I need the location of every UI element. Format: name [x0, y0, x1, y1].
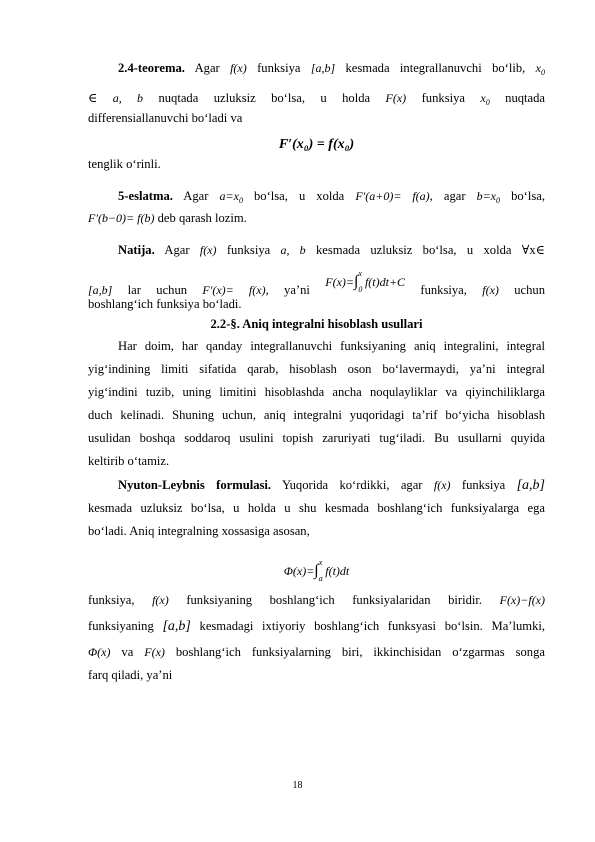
- math-x0: $x_0$: [535, 61, 545, 77]
- math-a-eq-x0: $a=x_0$: [219, 189, 243, 205]
- text: funksiya,: [420, 283, 467, 297]
- remark-heading: 5-eslatma.: [118, 189, 173, 203]
- theorem-line-3: [88, 110, 545, 126]
- math-Fprime-b: F′(b−0)= f(b): [88, 211, 155, 225]
- corollary-line-3: [88, 296, 545, 312]
- math-interval-ab: [a,b]: [310, 61, 336, 75]
- text: funksiya,: [88, 593, 135, 607]
- text: tenglik o‘rinli.: [88, 157, 161, 171]
- text: boshlang‘ich funksiya bo‘ladi.: [88, 297, 242, 311]
- math-Phi-integral: $\Phi(x)=\int_a^x$ f(t)dt: [283, 558, 350, 583]
- para1-line-4: duch kelinadi. Shuning uchun, aniq integralni yuqoridagi ta’rif bo‘yicha hisoblash: [88, 408, 545, 422]
- newton-heading: Nyuton-Leybnis formulasi.: [118, 478, 272, 492]
- newton-line-7: farq qiladi, ya’ni: [88, 668, 173, 682]
- section-title-text: 2.2-§. Aniq integralni hisoblash usullari: [210, 317, 423, 331]
- text: boshlang‘ich funksiyalarning biri, ikkinchisidan o‘zgarmas songa: [175, 645, 545, 659]
- newton-formula: [88, 555, 545, 587]
- theorem-formula: [88, 136, 545, 153]
- newton-line-2: kesmada uzluksiz bo‘lsa, u holda u shu kesmada boshlang‘ich funksiyalarga ega: [88, 501, 545, 515]
- theorem-line-2: [88, 90, 545, 111]
- text: kesmada uzluksiz bo‘lsa, u xolda ∀x∈: [316, 243, 545, 257]
- math-ab: a, b: [280, 243, 306, 257]
- newton-line-3: bo‘ladi. Aniq integralning xossasiga asosan,: [88, 524, 310, 538]
- math-fx: f(x): [230, 61, 247, 75]
- para1-line-1: Har doim, har qanday integrallanuvchi funksiyaning aniq integralini, integral: [118, 339, 545, 353]
- math-Fprime-x: F′(x)= f(x): [202, 283, 266, 297]
- theorem-heading: 2.4-teorema.: [118, 61, 185, 75]
- text: bo‘lsa,: [511, 189, 545, 203]
- para1-line-6: keltirib o‘tamiz.: [88, 454, 170, 468]
- text: va: [121, 645, 134, 659]
- text: Agar: [194, 61, 220, 75]
- text: nuqtada uzluksiz bo‘lsa, u holda: [158, 91, 371, 105]
- text: kesmadagi ixtiyoriy boshlang‘ich funksyasi bo‘lsin. Ma’lumki,: [199, 619, 546, 633]
- text: Agar: [164, 243, 190, 257]
- theorem-line-4: [88, 156, 545, 172]
- text: uchun: [514, 283, 546, 297]
- page-number: 18: [292, 780, 303, 791]
- para1-line-5: usulidan boshqa soddaroq usulini topish zaruriyati tug‘iladi. Bu usullarni quyida: [88, 431, 545, 445]
- math-fx: f(x): [152, 593, 169, 607]
- newton-line-6: [88, 644, 545, 660]
- remark-line-2: [88, 210, 545, 226]
- text: funksiya: [461, 478, 506, 492]
- text: Agar: [183, 189, 209, 203]
- math-interval-ab: [a,b]: [516, 478, 546, 493]
- text: bo‘lsa, u xolda: [253, 189, 345, 203]
- math-x0: $x_0$: [480, 91, 490, 107]
- remark-line-1: [118, 188, 545, 209]
- math-in: ∈: [88, 91, 98, 105]
- text: deb qarash lozim.: [157, 211, 247, 225]
- corollary-line-1: [118, 242, 545, 258]
- text: lar uchun: [127, 283, 188, 297]
- text: nuqtada: [505, 91, 546, 105]
- text: funksiya: [421, 91, 465, 105]
- newton-line-5: [88, 618, 545, 635]
- text: funksiya: [226, 243, 271, 257]
- math-interval-ab: [a,b]: [162, 619, 191, 634]
- section-title: [88, 316, 545, 332]
- math-Fx: F(x): [385, 91, 407, 105]
- math-fx: f(x): [433, 478, 451, 492]
- math-fx: f(x): [199, 243, 217, 257]
- math-fx: f(x): [482, 283, 499, 297]
- theorem-line-1: [118, 60, 545, 81]
- math-integral-0-x: $F(x)=\int_0^x$ f(t)dt+C: [325, 269, 406, 294]
- math-interval-ab: [a,b]: [88, 283, 113, 297]
- para1-line-3: yig‘indini tuzib, uning limitini hisoblashda ancha noqulayliklar va qiyinchiliklarga: [88, 385, 545, 399]
- math-Fprime-a: F′(a+0)= f(a): [355, 189, 430, 203]
- text: funksiya: [257, 61, 301, 75]
- text: funksiyaning boshlang‘ich funksiyalaridan biridir.: [186, 593, 483, 607]
- math-ab: a, b: [112, 91, 144, 105]
- text: funksiyaning: [88, 619, 154, 633]
- text: differensiallanuvchi bo‘ladi va: [88, 111, 243, 125]
- text: kesmada integrallanuvchi bo‘lib,: [345, 61, 526, 75]
- text: , ya’ni: [265, 283, 310, 297]
- text: Yuqorida ko‘rdikki, agar: [281, 478, 423, 492]
- newton-line-4: [88, 592, 545, 608]
- newton-line-1: [118, 477, 545, 494]
- math-Fx-minus-fx: F(x)−f(x): [499, 593, 546, 607]
- corollary-heading: Natija.: [118, 243, 155, 257]
- para1-line-2: yig‘indining limiti sifatida qarab, hisoblash oson bo‘lavermaydi, ya’ni integral: [88, 362, 545, 376]
- math-Fx: F(x): [144, 645, 165, 659]
- formula: F′(x₀) = f(x₀): [278, 137, 355, 152]
- math-b-eq-x0: $b=x_0$: [476, 189, 501, 205]
- text: , agar: [429, 189, 466, 203]
- math-Phi-x: Φ(x): [88, 645, 111, 659]
